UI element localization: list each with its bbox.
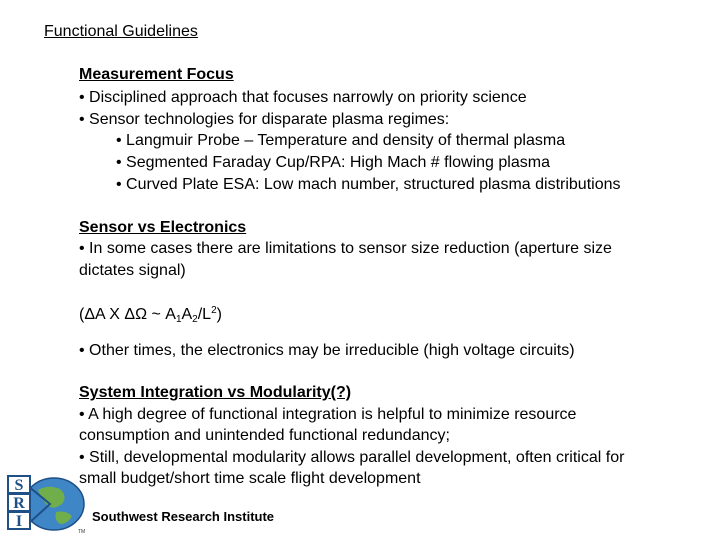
bullet-integration-line2: consumption and unintended functional redundancy;	[79, 427, 450, 444]
formula-close-paren: )	[216, 306, 222, 323]
page-title: Functional Guidelines	[44, 23, 198, 40]
bullet-other-times: • Other times, the electronics may be irreducible (high voltage circuits)	[79, 342, 575, 359]
logo-letter-r: R	[13, 495, 25, 512]
subbullet-curved-plate-esa: • Curved Plate ESA: Low mach number, structured plasma distributions	[116, 176, 621, 193]
formula-over-l: /L	[197, 306, 212, 323]
bullet-limitations-line1: • In some cases there are limitations to sensor size reduction (aperture size	[79, 240, 612, 257]
formula-sup-2: 2	[211, 305, 217, 316]
formula-a: A	[181, 306, 193, 323]
formula-times: X	[104, 306, 125, 323]
formula-sub-2: 2	[192, 314, 198, 325]
formula-sub-1: 1	[175, 314, 182, 325]
bullet-modularity-line1: • Still, developmental modularity allows parallel development, often critical for	[79, 449, 625, 466]
swri-logo	[4, 472, 88, 534]
subbullet-faraday-cup: • Segmented Faraday Cup/RPA: High Mach # flowing plasma	[116, 154, 550, 171]
section-sensor-vs-electronics-heading: Sensor vs Electronics	[79, 219, 247, 236]
formula-delta-omega: ΔΩ	[124, 306, 148, 323]
bullet-disciplined-approach: • Disciplined approach that focuses narrowly on priority science	[79, 89, 527, 106]
bullet-modularity-line2: small budget/short time scale flight development	[79, 470, 421, 487]
bullet-limitations-line2: dictates signal)	[79, 262, 186, 279]
section-system-integration-heading: System Integration vs Modularity(?)	[79, 384, 352, 401]
formula-approx-a: ~ A	[147, 306, 176, 323]
formula	[79, 305, 222, 325]
section-measurement-focus-heading: Measurement Focus	[79, 66, 234, 83]
bullet-integration-line1: • A high degree of functional integration is helpful to minimize resource	[79, 406, 577, 423]
bullet-sensor-technologies: • Sensor technologies for disparate plasma regimes:	[79, 111, 450, 128]
logo-letter-i: I	[15, 513, 23, 530]
footer-institute-name: Southwest Research Institute	[92, 509, 275, 524]
formula-open-paren: (	[79, 306, 85, 323]
formula-delta-a: ΔA	[84, 306, 105, 323]
subbullet-langmuir-probe: • Langmuir Probe – Temperature and density of thermal plasma	[116, 132, 566, 149]
logo-trademark: TM	[78, 529, 86, 534]
logo-letter-s: S	[14, 477, 24, 494]
